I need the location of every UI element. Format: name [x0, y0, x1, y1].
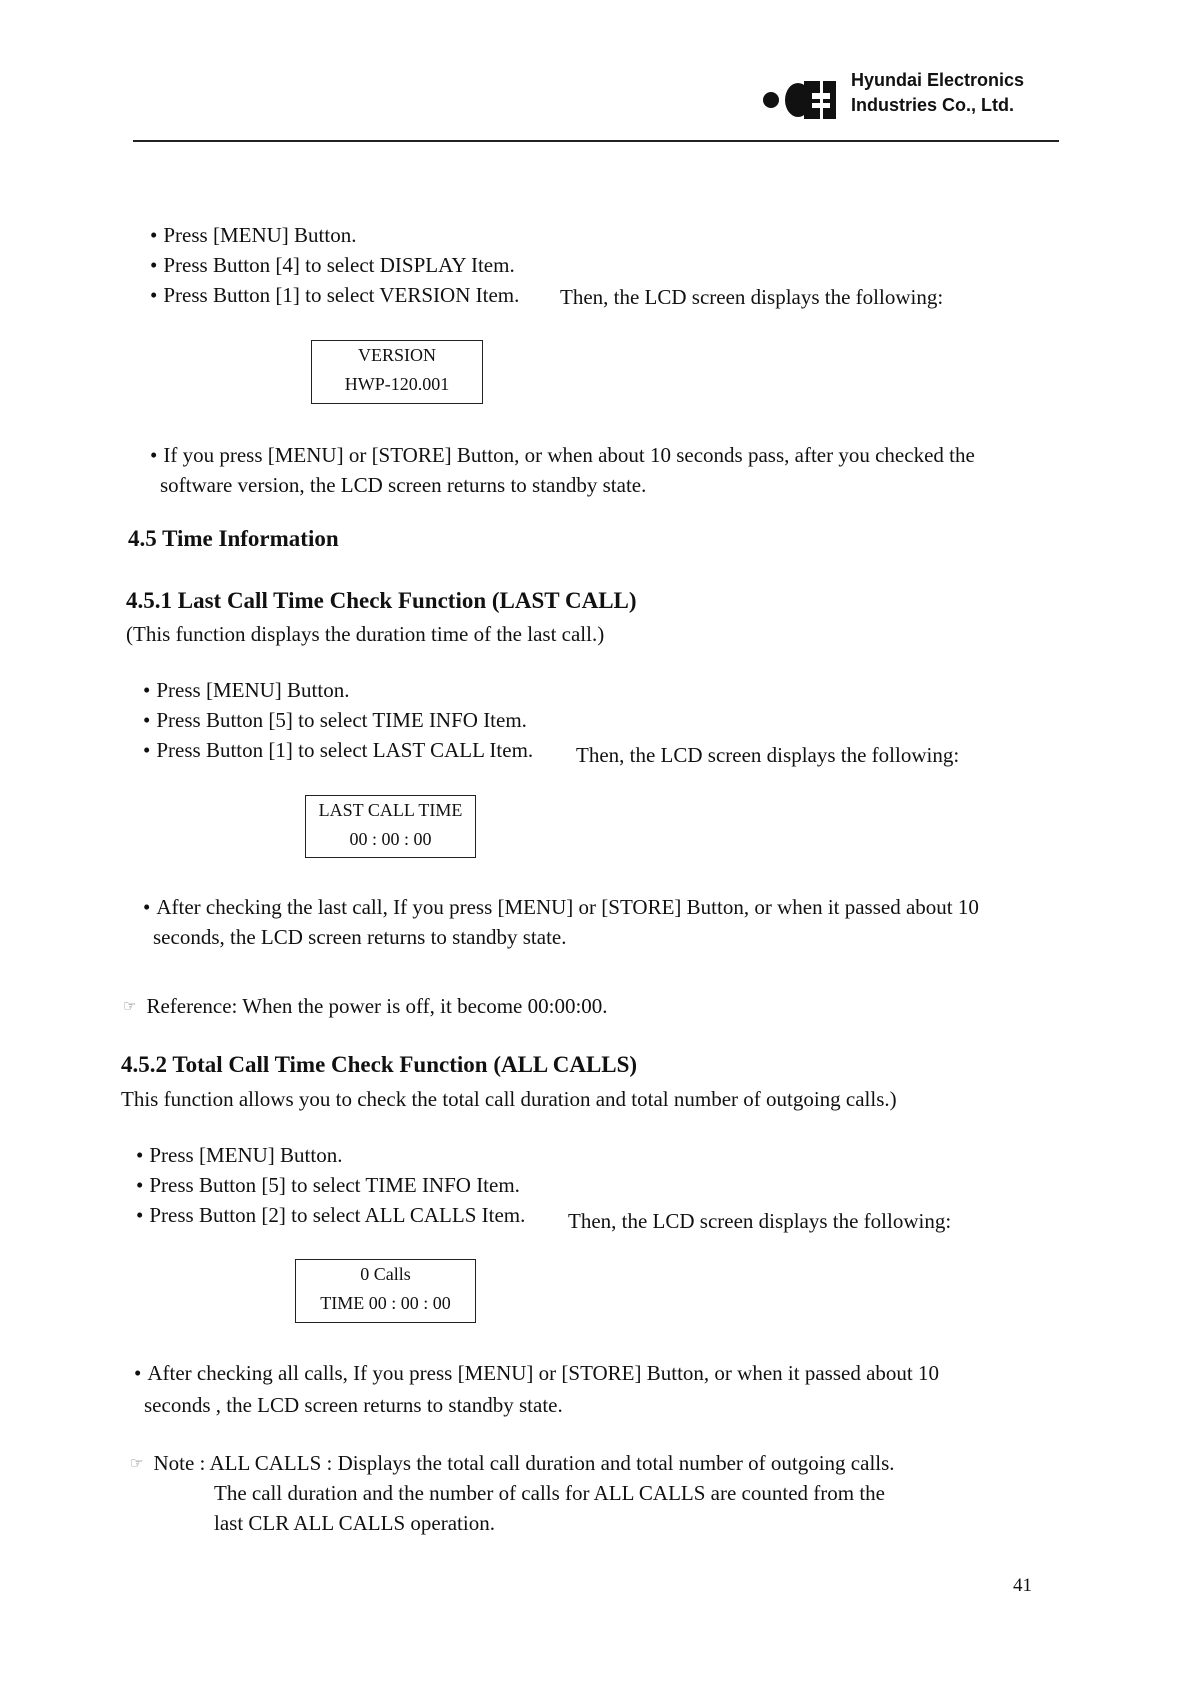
company-name-line2: Industries Co., Ltd. — [851, 95, 1015, 115]
version-after-text: • If you press [MENU] or [STORE] Button, or when about 10 seconds pass, after you checked the — [150, 442, 975, 468]
lcd-line-1: VERSION — [357, 345, 436, 365]
last-call-step-2: • Press Button [5] to select TIME INFO Item. — [143, 707, 527, 733]
section-4-5-1-heading: 4.5.1 Last Call Time Check Function (LAST CALL) — [126, 588, 637, 613]
last-call-step-3: • Press Button [1] to select LAST CALL Item. — [143, 737, 533, 763]
version-then-text: Then, the LCD screen displays the following: — [560, 285, 944, 309]
all-calls-note-line-3: last CLR ALL CALLS operation. — [214, 1511, 495, 1535]
all-calls-step-3: • Press Button [2] to select ALL CALLS Item. — [136, 1202, 525, 1228]
company-name — [851, 68, 1024, 118]
last-call-then-text: Then, the LCD screen displays the following: — [576, 743, 960, 767]
last-call-lcd-display — [305, 795, 476, 858]
version-step-3: • Press Button [1] to select VERSION Item. — [150, 282, 519, 308]
page-number: 41 — [1013, 1575, 1032, 1596]
all-calls-then-text: Then, the LCD screen displays the following: — [568, 1209, 952, 1233]
version-step-1: • Press [MENU] Button. — [150, 222, 356, 248]
last-call-step-1: • Press [MENU] Button. — [143, 677, 349, 703]
pointing-hand-icon: ☞ — [123, 999, 137, 1015]
all-calls-note-line-2: The call duration and the number of calls for ALL CALLS are counted from the — [214, 1481, 886, 1505]
version-lcd-display — [311, 340, 483, 404]
section-4-5-1-description: (This function displays the duration time of the last call.) — [126, 622, 605, 646]
section-4-5-heading: 4.5 Time Information — [128, 526, 339, 551]
all-calls-note: ☞ Note : ALL CALLS : Displays the total call duration and total number of outgoing calls. — [130, 1451, 895, 1475]
all-calls-after-text: • After checking all calls, If you press [MENU] or [STORE] Button, or when it passed about 10 — [134, 1360, 939, 1386]
lcd-line-1: LAST CALL TIME — [318, 800, 463, 820]
hyundai-logo — [762, 76, 844, 124]
all-calls-after-text-cont: seconds , the LCD screen returns to standby state. — [144, 1393, 563, 1417]
all-calls-lcd-display — [295, 1259, 476, 1323]
last-call-after-text-cont: seconds, the LCD screen returns to standby state. — [153, 925, 567, 949]
lcd-line-1: 0 Calls — [360, 1264, 411, 1284]
lcd-line-2: TIME 00 : 00 : 00 — [320, 1293, 451, 1313]
lcd-line-2: 00 : 00 : 00 — [349, 829, 432, 849]
last-call-reference: ☞ Reference: When the power is off, it become 00:00:00. — [123, 994, 608, 1018]
section-4-5-2-description: This function allows you to check the total call duration and total number of outgoing calls.) — [121, 1087, 897, 1111]
all-calls-step-1: • Press [MENU] Button. — [136, 1142, 342, 1168]
version-step-2: • Press Button [4] to select DISPLAY Item. — [150, 252, 515, 278]
company-name-line1: Hyundai Electronics — [851, 70, 1025, 90]
header-divider — [133, 140, 1059, 142]
lcd-line-2: HWP-120.001 — [344, 374, 450, 394]
pointing-hand-icon: ☞ — [130, 1456, 144, 1472]
all-calls-step-2: • Press Button [5] to select TIME INFO Item. — [136, 1172, 520, 1198]
version-after-text-cont: software version, the LCD screen returns to standby state. — [160, 473, 647, 497]
section-4-5-2-heading: 4.5.2 Total Call Time Check Function (ALL CALLS) — [121, 1052, 638, 1077]
last-call-after-text: • After checking the last call, If you press [MENU] or [STORE] Button, or when it passed about 10 — [143, 894, 979, 920]
